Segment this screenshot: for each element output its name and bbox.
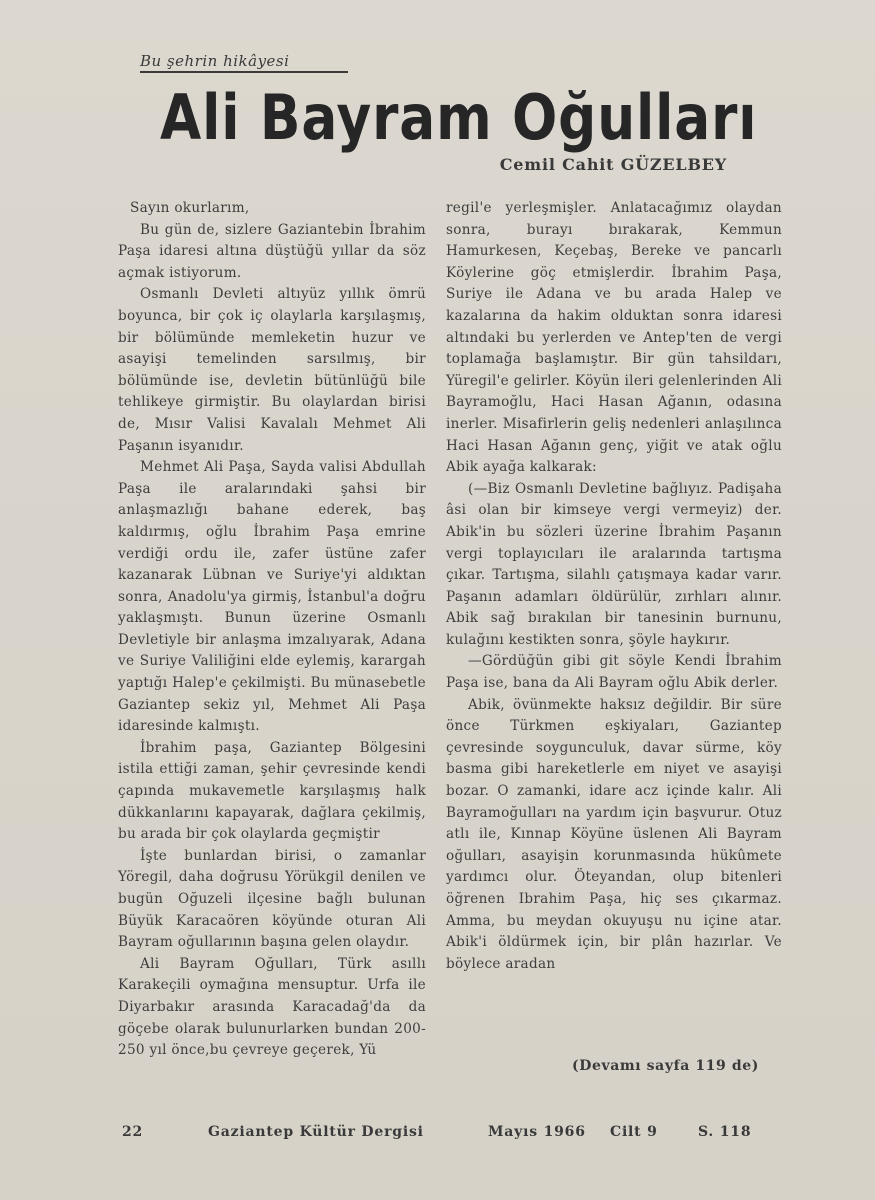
- paragraph: Ali Bayram Oğulları, Türk asıllı Karakeçili oymağına mensuptur. Urfa ile Diyarbakır arasında Karacadağ'da da göçebe olarak bulunurlarken bundan 200-250 yıl önce,bu çevreye geçerek, Yü: [118, 955, 426, 1059]
- footer-volume: Cilt 9: [610, 1124, 658, 1140]
- footer-page-number: 22: [122, 1124, 144, 1140]
- series-underline: [140, 71, 348, 73]
- footer-date: Mayıs 1966: [488, 1124, 586, 1140]
- article-author: Cemil Cahit GÜZELBEY: [499, 155, 727, 174]
- paragraph: Bu gün de, sizlere Gaziantebin İbrahim Paşa idaresi altına düştüğü yıllar da söz açmak istiyorum.: [118, 221, 426, 281]
- paragraph: Sayın okurlarım,: [130, 200, 250, 216]
- paragraph: regil'e yerleşmişler. Anlatacağımız olaydan sonra, burayı bırakarak, Kemmun Hamurkesen, Keçebaş, Bereke ve pancarlı Köylerine göç etmişlerdir. İbrahim Paşa, Suriye ile Adana ve bu arada Halep ve kazalarına da hakim olduktan sonra idaresi altındaki bu yerlerden ve Antep'ten de vergi toplamağa başlamıştır. Bir gün tahsildarı, Yüregil'e gelirler. Köyün ileri gelenlerinden Ali Bayramoğlu, Haci Hasan Ağanın, odasına inerler. Misafirlerin geliş nedenleri anlaşılınca Haci Hasan Ağanın genç, yiğit ve atak oğlu Abik ayağa kalkarak:: [446, 200, 782, 476]
- paragraph: Mehmet Ali Paşa, Sayda valisi Abdullah Paşa ile aralarındaki şahsi bir anlaşmazlığı bahane ederek, baş kaldırmış, oğlu İbrahim Paşa emrine verdiği ordu ile, zafer üstüne zafer kazanarak Lübnan ve Suriye'yi aldıktan sonra, Anadolu'ya girmiş, İstanbul'a doğru yaklaşmıştı. Bunun üzerine Osmanlı Devletiyle bir anlaşma imzalıyarak, Adana ve Suriye Valiliğini elde eylemiş, karargah yaptığı Halep'e çekilmişti. Bu münasebetle Gaziantep sekiz yıl, Mehmet Ali Paşa idaresinde kalmıştı.: [118, 459, 426, 735]
- left-column: [118, 198, 426, 1062]
- article-title: Ali Bayram Oğulları: [160, 81, 758, 154]
- right-column: [446, 198, 782, 975]
- paragraph: Abik, övünmekte haksız değildir. Bir süre önce Türkmen eşkiyaları, Gaziantep çevresinde soygunculuk, davar sürme, köy basma gibi hareketlerle em niyet ve asayişi bozar. O zamanki, idare acz içinde kalır. Ali Bayramoğulları na yardım için başvurur. Otuz atlı ile, Kınnap Köyüne üslenen Ali Bayram oğulları, asayişin korunmasında hükûmete yardımcı olur. Öteyandan, olup bitenleri öğrenen Ibrahim Paşa, hiç ses çıkarmaz. Amma, bu meydan okuyuşu nu içine atar. Abik'i öldürmek için, bir plân hazırlar. Ve böylece aradan: [446, 696, 782, 972]
- paragraph: İbrahim paşa, Gaziantep Bölgesini istila ettiği zaman, şehir çevresinde kendi çapında mukavemetle karşılaşmış halk dükkanlarını kapayarak, dağlara çekilmiş, bu arada bir çok olaylarda geçmiştir: [118, 739, 426, 843]
- paragraph: Osmanlı Devleti altıyüz yıllık ömrü boyunca, bir çok iç olaylarla karşılaşmış, bir bölümünde memleketin huzur ve asayişi temelinden sarsılmış, bir bölümünde ise, devletin bütünlüğü bile tehlikeye girmiştir. Bu olaylardan birisi de, Mısır Valisi Kavalalı Mehmet Ali Paşanın isyanıdır.: [118, 286, 426, 454]
- footer-magazine-name: Gaziantep Kültür Dergisi: [208, 1124, 424, 1140]
- paragraph: (—Biz Osmanlı Devletine bağlıyız. Padişaha âsi olan bir kimseye vergi vermeyiz) der. Abik'in bu sözleri üzerine İbrahim Paşanın vergi toplayıcıları ile aralarında tartışma çıkar. Tartışma, silahlı çatışmaya kadar varır. Paşanın adamları öldürülür, zırhları alınır. Abik sağ bırakılan bir tanesinin burnunu, kulağını kestikten sonra, şöyle haykırır.: [446, 480, 782, 648]
- paragraph: İşte bunlardan birisi, o zamanlar Yöregil, daha doğrusu Yörükgil denilen ve bugün Oğuzeli ilçesine bağlı bulunan Büyük Karacaören köyünde oturan Ali Bayram oğullarının başına gelen olaydır.: [118, 847, 426, 951]
- paragraph: —Gördüğün gibi git söyle Kendi İbrahim Paşa ise, bana da Ali Bayram oğlu Abik derler.: [446, 653, 782, 692]
- footer-issue: S. 118: [698, 1124, 752, 1140]
- series-label: Bu şehrin hikâyesi: [140, 52, 290, 70]
- continued-note: (Devamı sayfa 119 de): [572, 1058, 759, 1074]
